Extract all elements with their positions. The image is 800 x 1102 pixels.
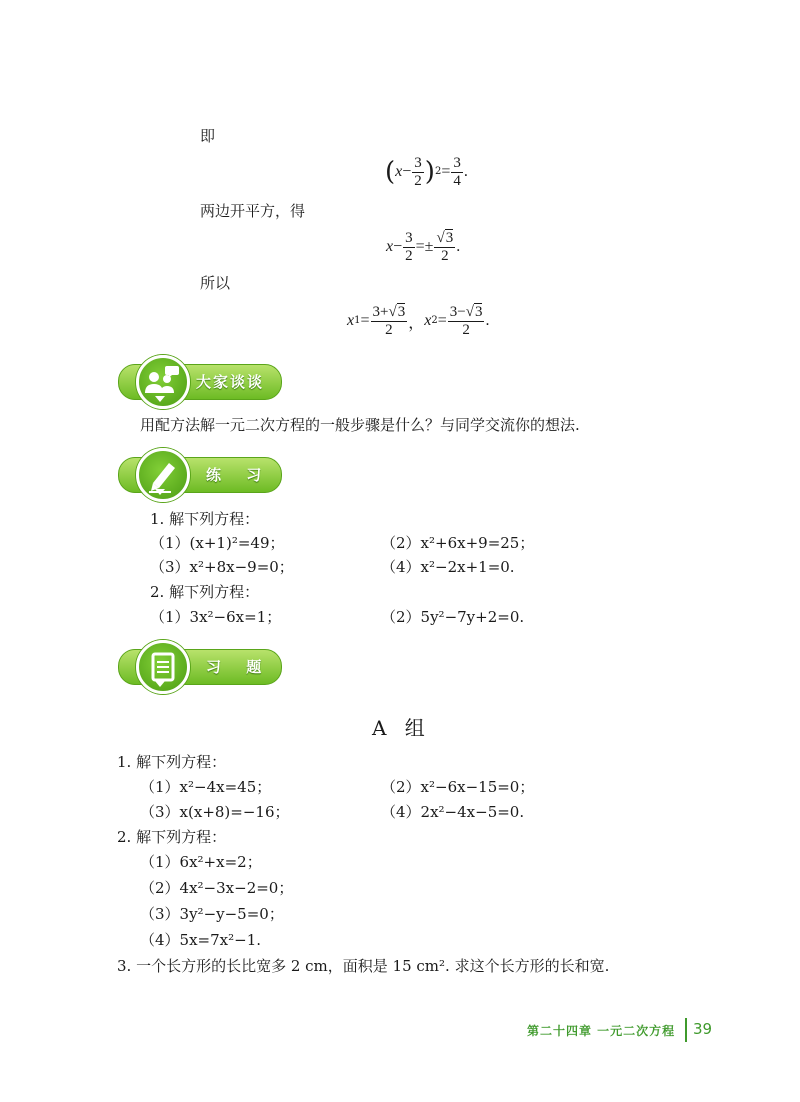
discuss-badge-label: 大家谈谈 bbox=[196, 373, 265, 391]
footer-divider bbox=[685, 1018, 687, 1042]
exercise-q1-title: 1. 解下列方程： bbox=[117, 753, 227, 771]
exercise-q2-item: （2）4x²−3x−2=0； bbox=[140, 879, 294, 897]
group-a-title: A 组 bbox=[372, 716, 431, 740]
exercise-q2-item: （4）5x=7x²−1. bbox=[140, 931, 262, 949]
exercise-q2-item: （1）6x²+x=2； bbox=[140, 853, 262, 871]
practice-q1-title: 1. 解下列方程： bbox=[150, 510, 260, 528]
exercise-q1-item: （4）2x²−4x−5=0. bbox=[381, 803, 525, 821]
practice-q2-title: 2. 解下列方程： bbox=[150, 583, 260, 601]
equation-roots: x 1 = $\frac{3+√3}{2}$ ， x 2 = $\frac{3-√3}{2}$ . bbox=[347, 303, 490, 338]
discuss-question: 用配方法解一元二次方程的一般步骤是什么？与同学交流你的想法. bbox=[140, 416, 580, 434]
practice-q1-item: （2）x²+6x+9=25； bbox=[381, 534, 535, 552]
exercise-q1-item: （2）x²−6x−15=0； bbox=[381, 778, 535, 796]
equation-square-root: x − $\frac{3}{2}$ =± $\frac{√3}{2}$ . bbox=[386, 229, 461, 264]
solution-text-line1: 即 bbox=[200, 127, 216, 145]
practice-q2-item: （1）3x²−6x=1； bbox=[150, 608, 282, 626]
practice-q1-item: （4）x²−2x+1=0. bbox=[381, 558, 515, 576]
exercise-q2-title: 2. 解下列方程： bbox=[117, 828, 227, 846]
discuss-badge-pointer bbox=[155, 396, 165, 402]
exercise-q1-item: （1）x²−4x=45； bbox=[140, 778, 272, 796]
equation-completed-square: ( x − $\frac{3}{2}$ ) 2 = $\frac{3}{4}$ . bbox=[385, 154, 468, 189]
footer-chapter-title: 第二十四章 一元二次方程 bbox=[527, 1024, 676, 1038]
practice-badge-label: 练 习 bbox=[206, 466, 272, 484]
page-number: 39 bbox=[693, 1020, 713, 1038]
exercise-q2-item: （3）3y²−y−5=0； bbox=[140, 905, 284, 923]
exercises-badge-label: 习 题 bbox=[206, 658, 272, 676]
solution-text-line3: 所以 bbox=[200, 274, 231, 292]
practice-q1-item: （3）x²+8x−9=0； bbox=[150, 558, 294, 576]
practice-q1-item: （1）(x+1)²=49； bbox=[150, 534, 285, 552]
solution-text-line2: 两边开平方，得 bbox=[200, 202, 306, 220]
practice-q2-item: （2）5y²−7y+2=0. bbox=[381, 608, 525, 626]
exercises-badge-pointer bbox=[155, 681, 165, 687]
practice-badge-pointer bbox=[155, 489, 165, 495]
exercise-q3: 3. 一个长方形的长比宽多 2 cm，面积是 15 cm². 求这个长方形的长和宽. bbox=[117, 957, 610, 975]
exercise-q1-item: （3）x(x+8)=−16； bbox=[140, 803, 290, 821]
